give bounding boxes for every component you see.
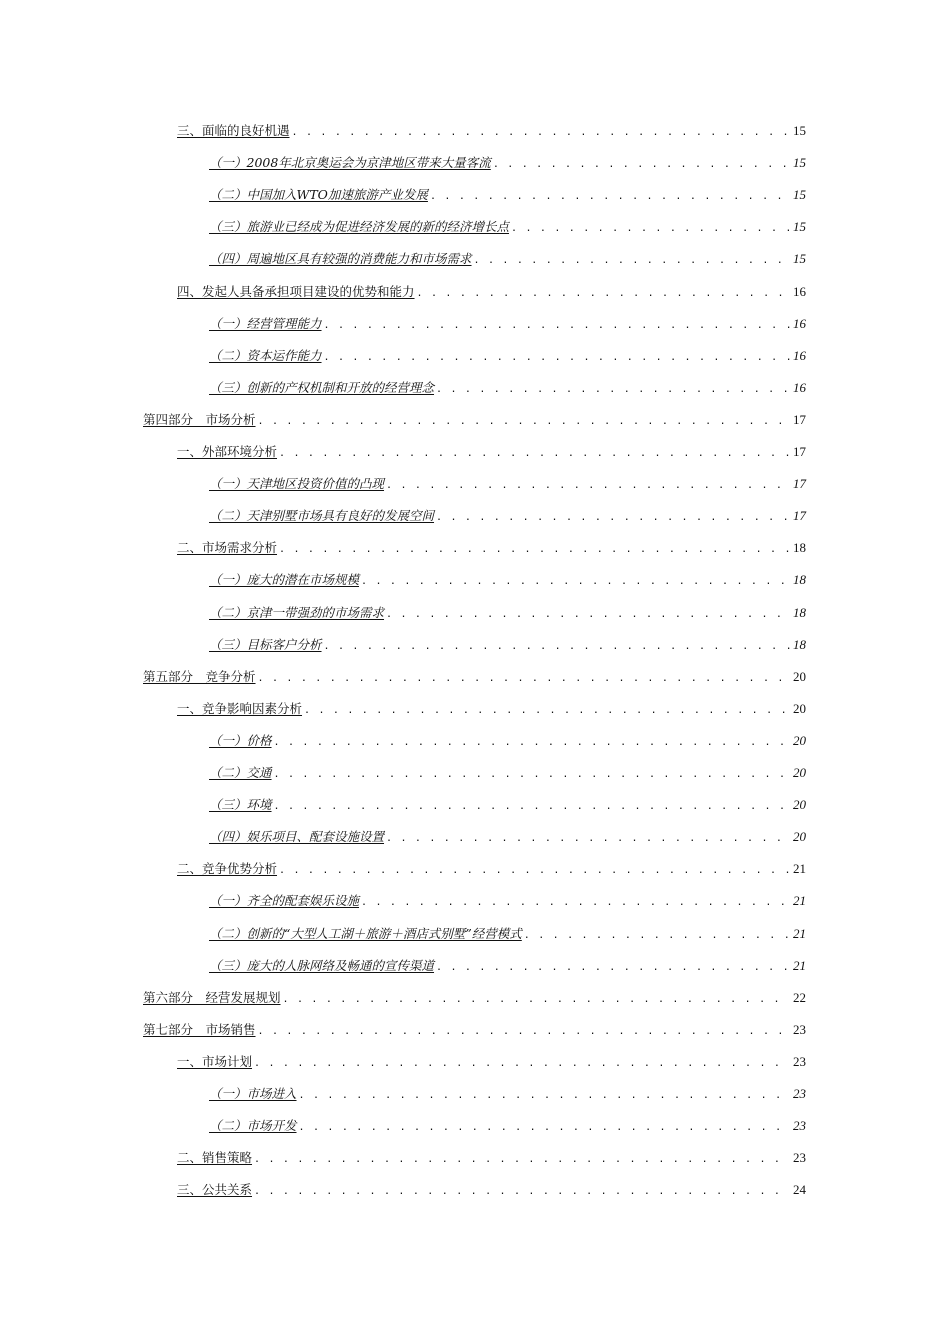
toc-entry-page-number: 24: [793, 1182, 806, 1198]
toc-entry[interactable]: [209, 249, 806, 273]
dot-leader: [299, 1090, 790, 1101]
toc-entry-page-number: 15: [793, 155, 806, 171]
dot-leader: [274, 801, 790, 812]
toc-entry-title[interactable]: 三、公共关系: [177, 1182, 253, 1198]
dot-leader: [254, 1058, 790, 1069]
toc-entry[interactable]: [177, 121, 806, 145]
dot-leader: [493, 159, 790, 170]
toc-entry[interactable]: [209, 956, 806, 980]
toc-entry-title[interactable]: （三）环境: [209, 797, 272, 813]
dot-leader: [386, 609, 790, 620]
toc-entry[interactable]: [209, 891, 806, 915]
toc-entry-page-number: 21: [793, 957, 806, 973]
dot-leader: [283, 994, 790, 1005]
toc-entry-page-number: 20: [793, 765, 806, 780]
toc-entry[interactable]: [143, 667, 806, 691]
toc-entry-title[interactable]: 一、市场计划: [177, 1053, 253, 1069]
toc-entry-title[interactable]: （二）交通: [209, 765, 272, 780]
toc-entry[interactable]: [209, 346, 806, 370]
toc-entry[interactable]: [177, 282, 806, 306]
toc-entry-page-number: 16: [793, 379, 806, 395]
dot-leader: [254, 1154, 790, 1165]
toc-entry-page-number: 23: [793, 1021, 806, 1037]
toc-entry[interactable]: [177, 1148, 806, 1172]
toc-entry[interactable]: [143, 1020, 806, 1044]
toc-entry[interactable]: [209, 635, 806, 659]
toc-entry-page-number: 20: [793, 829, 806, 845]
dot-leader: [304, 705, 790, 716]
toc-entry[interactable]: [143, 410, 806, 434]
toc-entry-page-number: 15: [793, 251, 806, 267]
dot-leader: [324, 320, 790, 331]
toc-entry-page-number: 20: [793, 732, 806, 748]
toc-entry[interactable]: [209, 1084, 806, 1108]
dot-leader: [258, 1026, 790, 1037]
toc-entry-page-number: 15: [793, 187, 806, 203]
toc-entry-title[interactable]: （二）天津别墅市场具有良好的发展空间: [209, 508, 435, 524]
toc-entry-title[interactable]: （二）资本运作能力: [209, 347, 322, 363]
toc-entry-page-number: 23: [793, 1086, 806, 1101]
toc-entry[interactable]: [177, 1052, 806, 1076]
dot-leader: [436, 962, 790, 973]
toc-entry-title[interactable]: （一）经营管理能力: [209, 315, 322, 331]
dot-leader: [254, 1186, 790, 1197]
toc-entry-page-number: 18: [793, 636, 806, 652]
toc-entry-page-number: 21: [793, 893, 806, 909]
toc-entry-title[interactable]: （一）天津地区投资价值的凸现: [209, 476, 385, 492]
toc-entry[interactable]: [209, 217, 806, 241]
toc-entry[interactable]: [209, 731, 806, 755]
toc-entry-title[interactable]: 四、发起人具备承担项目建设的优势和能力: [177, 283, 415, 299]
toc-entry-page-number: 23: [793, 1118, 806, 1134]
toc-entry-page-number: 20: [793, 797, 806, 813]
toc-entry-page-number: 23: [793, 1150, 806, 1166]
toc-entry-title[interactable]: （三）庞大的人脉网络及畅通的宣传渠道: [209, 957, 435, 973]
toc-entry-page-number: 17: [793, 508, 806, 524]
dot-leader: [524, 930, 790, 941]
toc-entry-title[interactable]: （二）创新的“大型人工湖＋旅游＋酒店式别墅”经营模式: [209, 925, 522, 941]
toc-entry-title[interactable]: （一）齐全的配套娱乐设施: [209, 893, 360, 909]
toc-entry[interactable]: [177, 538, 806, 562]
toc-entry[interactable]: [209, 474, 806, 498]
toc-entry-page-number: 16: [793, 347, 806, 363]
toc-entry-page-number: 21: [793, 925, 806, 941]
toc-entry[interactable]: [177, 1180, 806, 1204]
dot-leader: [299, 1122, 790, 1133]
dot-leader: [279, 865, 790, 876]
toc-entry-page-number: 18: [793, 540, 806, 556]
toc-entry[interactable]: [177, 699, 806, 723]
toc-entry-page-number: 22: [793, 989, 806, 1005]
toc-entry-title[interactable]: （二）京津一带强劲的市场需求: [209, 604, 385, 620]
dot-leader: [474, 255, 790, 266]
toc-entry-page-number: 20: [793, 668, 806, 684]
toc-entry-title[interactable]: 二、销售策略: [177, 1150, 253, 1166]
toc-entry-title[interactable]: （一）市场进入: [209, 1086, 297, 1101]
dot-leader: [386, 480, 790, 491]
toc-entry-title[interactable]: 二、市场需求分析: [177, 540, 278, 556]
toc-entry-page-number: 15: [793, 123, 806, 138]
toc-entry[interactable]: [209, 153, 806, 177]
toc-entry-title[interactable]: （四）周遍地区具有较强的消费能力和市场需求: [209, 251, 472, 267]
toc-entry[interactable]: [209, 795, 806, 819]
toc-entry-page-number: 18: [793, 572, 806, 588]
dot-leader: [386, 833, 790, 844]
toc-entry-title[interactable]: （四）娱乐项目、配套设施设置: [209, 829, 385, 845]
toc-entry-title[interactable]: 第五部分 竞争分析: [143, 668, 256, 684]
dot-leader: [436, 384, 790, 395]
toc-entry-title[interactable]: （一）2008年北京奥运会为京津地区带来大量客流: [209, 155, 491, 171]
toc-entry-title[interactable]: （二）市场开发: [209, 1118, 297, 1134]
dot-leader: [279, 448, 790, 459]
toc-entry-title[interactable]: 第四部分 市场分析: [143, 411, 256, 427]
toc-entry-title[interactable]: 一、竞争影响因素分析: [177, 700, 303, 716]
dot-leader: [274, 769, 790, 780]
dot-leader: [279, 544, 790, 555]
toc-entry[interactable]: [209, 570, 806, 594]
toc-entry-title[interactable]: 一、外部环境分析: [177, 444, 278, 459]
dot-leader: [324, 352, 790, 363]
toc-entry-title[interactable]: （三）旅游业已经成为促进经济发展的新的经济增长点: [209, 219, 510, 235]
toc-entry-page-number: 17: [793, 444, 806, 459]
dot-leader: [324, 641, 790, 652]
toc-entry-page-number: 20: [793, 700, 806, 716]
toc-entry[interactable]: [209, 506, 806, 530]
toc-entry-title[interactable]: 第六部分 经营发展规划: [143, 989, 281, 1005]
dot-leader: [436, 512, 790, 523]
toc-entry-page-number: 21: [793, 861, 806, 877]
toc-entry-page-number: 17: [793, 476, 806, 492]
toc-entry[interactable]: [209, 378, 806, 402]
toc-entry-page-number: 15: [793, 219, 806, 235]
dot-leader: [361, 897, 790, 908]
toc-entry-title[interactable]: （一）庞大的潜在市场规模: [209, 572, 360, 588]
toc-entry-title[interactable]: 三、面临的良好机遇: [177, 123, 290, 138]
toc-entry[interactable]: [177, 442, 806, 466]
toc-entry-page-number: 18: [793, 604, 806, 620]
toc-entry-title[interactable]: 二、竞争优势分析: [177, 861, 278, 877]
toc-entry[interactable]: [209, 185, 806, 209]
dot-leader: [292, 127, 790, 138]
toc-entry[interactable]: [209, 827, 806, 851]
dot-leader: [258, 673, 790, 684]
toc-entry-title[interactable]: （二）中国加入WTO加速旅游产业发展: [209, 187, 428, 203]
toc-entry-title[interactable]: 第七部分 市场销售: [143, 1021, 256, 1037]
toc-entry[interactable]: [209, 314, 806, 338]
toc-entry[interactable]: [209, 924, 806, 948]
toc-entry[interactable]: [209, 1116, 806, 1140]
toc-entry-title[interactable]: （三）目标客户分析: [209, 636, 322, 652]
toc-entry-title[interactable]: （三）创新的产权机制和开放的经营理念: [209, 379, 435, 395]
dot-leader: [258, 416, 790, 427]
dot-leader: [361, 576, 790, 587]
toc-entry[interactable]: [177, 859, 806, 883]
dot-leader: [417, 288, 790, 299]
dot-leader: [511, 223, 790, 234]
toc-entry-title[interactable]: （一）价格: [209, 732, 272, 748]
toc-entry-page-number: 17: [793, 411, 806, 427]
toc-entry[interactable]: [209, 603, 806, 627]
dot-leader: [274, 737, 790, 748]
toc-entry[interactable]: [209, 763, 806, 787]
toc-entry-page-number: 16: [793, 315, 806, 331]
toc-entry-page-number: 23: [793, 1053, 806, 1069]
dot-leader: [430, 191, 790, 202]
toc-entry[interactable]: [143, 988, 806, 1012]
toc-entry-page-number: 16: [793, 283, 806, 299]
